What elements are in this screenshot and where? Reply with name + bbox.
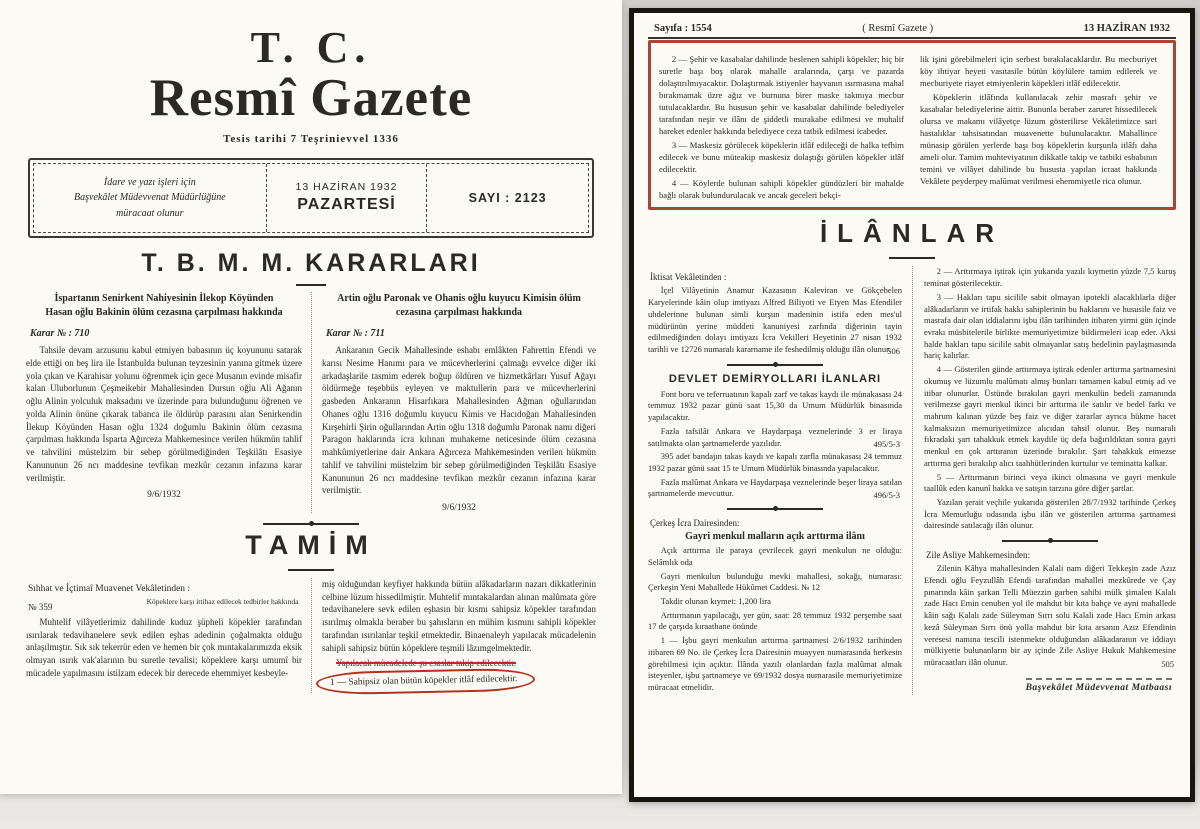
decisions-columns: [26, 292, 596, 513]
divider-ornament: [1002, 537, 1098, 544]
auction-condition: 2 — Arttırmaya iştirak için yukarıda yazılı kıymetin yüzde 7,5 kuruş teminat gösterilecektir.: [924, 266, 1176, 289]
announcements-left-column: [648, 266, 912, 694]
auction-paragraph: Takdir olunan kıymet: 1,200 lira: [660, 596, 771, 607]
auction-condition: 3 — Hakları tapu sicilile sabit olmayan ipotekli alacaklılarla diğer alâkadarların ve irtifak hakkı sahiplerinin bu haklarını ve hususile faiz ve masrafa dair olan iddialarını işbu ilân tarihinden itibaren yirmi gün içinde evrakı müsbitelerile birlikte memuriyetimize bildirmeleri icap eder. Aksi halde hakları tapu sicilile sabit olmayanlar satış bedelinin paylaşmasında hariç kalırlar.: [924, 291, 1176, 361]
announcements-columns: [648, 266, 1176, 694]
railways-p4: Fazla malûmat Ankara ve Haydarpaşa veznelerinde beşer liraya satılan şartnamelerde mevcuttur.: [648, 476, 902, 499]
divider-ornament: [727, 505, 823, 512]
redbox-left-column: [659, 53, 912, 201]
railways-p2: Fazla tafsilât Ankara ve Haydarpaşa veznelerinde 3 er liraya satılmakta olan şartnamelerde yazılıdır.: [648, 425, 902, 448]
issue-info-box-inner: [33, 163, 589, 233]
masthead-tagline: Tesis tarihi 7 Teşrinievvel 1336: [223, 132, 399, 145]
zile-notice: [924, 563, 1176, 668]
decision-711-column: [311, 292, 596, 513]
circled-decree-line: 1 — Sahipsiz olan bütün köpekler itlâf edilecektir.: [316, 668, 536, 696]
railways-section-title: DEVLET DEMİRYOLLARI İLANLARI: [668, 372, 882, 385]
divider-ornament: [288, 566, 334, 573]
issue-number: SAYI : 2123: [468, 190, 547, 205]
redbox-columns: [659, 53, 1165, 201]
tamim-body-left: Muhtelif vilâyetlerimiz dahilinde kuduz şüpheli köpekler tarafından ısırılarak tedavihanelere sevk edilen eşhas adedinin çoğalmakta olduğu anlaşılmıştır. Sık sık tekerrür eden ve hemen bir çok mıntakalarımızda eksik olmıyan ısırık vak'alarının bu suretle tevalisi; köpeklere karşı umumî bir mücadele yapılmasını istilzam edecek bir derecede ehemmiyet kesbeyle-: [26, 616, 302, 678]
admin-line: Başvekâlet Müdevvenat Müdürlüğüne: [74, 192, 226, 204]
iktisat-issuer: İktisat Vekâletinden :: [650, 272, 727, 283]
railways-notice-1: [648, 389, 902, 424]
red-circle-annotation: [322, 670, 596, 693]
auction-condition: 5 — Arttırmanın birinci veya ikinci olmasına ve gayri menkule taallûk eden kanunî hakka ve satışın tarzına göre diğer şartlar.: [924, 471, 1176, 494]
auction-paragraph: Gayri menkulun bulunduğu mevki mahallesi, sokağı, numarası: Çerkeşin Yeni Mahallede Hükûmet Caddesi. № 12: [648, 570, 902, 593]
tamim-number: № 359: [28, 601, 53, 612]
admin-line: müracaat olunur: [116, 207, 184, 219]
notice-ref-number: 506: [887, 345, 900, 356]
left-page: [0, 0, 622, 794]
railways-notice-2-ref: [648, 477, 902, 500]
masthead-title: Resmî Gazete: [149, 68, 473, 127]
zile-body: Zilenin Kâhya mahallesinden Kalali nam diğeri Tekkeşin zade Azız Efendi oğlu Feyzullâh Efendi tarafından mahallei mezkûrede ve Çay pınarında kâin şarkan Telli Müezzin garben sahibi mülk şimalen Kalalı zade Hacı Emin cenuben yol ile mahdut bir kıta bahçe ve ayni mahallede kâin sağı Kalalı zade Süleyman Sırrı solu Kalali zade Hacı Emin arkası kezâ Süleyman Sırrı önü yolla mahdut bir kıta arsanın Azız Efendinin veresesi namına tescili istenmekte olduğundan alâkadaranın ve iddiayı mülkiyette bulunanların bir ay içinde Zile Asliye Hukuk Mahkemesine müracaatları ilân olunur.: [924, 563, 1176, 667]
tamim-item-4-continued: lik işini görebilmeleri için serbest bırakılacaklardır. Bu mecburiyet köy ihtiyar heyeti vasıtasile bütün köylülere tamim edilerek ve mecburiyete riayet etmiyenlerin köpekleri itlâf edilecektir.: [920, 54, 1157, 89]
decision-710-column: [26, 292, 311, 513]
railways-notice-1-ref: [648, 426, 902, 449]
zile-issuer: Zile Asliye Mahkemesinden:: [926, 550, 1030, 561]
announcements-right-column: [912, 266, 1176, 694]
header-center-title: ( Resmî Gazete ): [862, 23, 934, 34]
issue-info-box: [28, 158, 594, 238]
header-date: 13 HAZİRAN 1932: [1083, 23, 1170, 34]
divider-ornament: [263, 520, 359, 527]
tamim-body-right: miş olduğundan keyfiyet hakkında bütün alâkadarların nazarı dikkatlerinin celbine lüzum hissedilmiştir. Muhtelif mıntakalardan alınan malûmata göre tedavihanelere sevk edilen eşhasın bir kısmı sahipsiz köpekler tarafından ısırılmış olmakla beraber bu şahısların en mühim kısmını sahipli köpekler tarafından ısırılanlar teşkil etmektedir. Binaenaleyh yapılacak mücadelenin sahipli sahipsiz bütün köpeklere teşmili lâzımgelmektedir.: [322, 578, 596, 653]
auction-condition: 4 — Gösterilen günde arttırmaya iştirak edenler arttırma şartnamesini okumuş ve lüzumlu malûmatı almış bunları tamamen kabul etmiş ad ve itibar olunurlar. Üstünde bırakılan gayri menkulün bedeli zamanında verilmezse gayri menkul ikinci bir arttırma ile satılır ve bedel farkı ve mahrum kalınan yüzde beş faiz ve diğer zararlar ayrıca hükme hacet kalmaksızın memuriyetimizce alıcıdan tahsil olunur. Beş numaralı fıkradaki şart tahakkuk etmek kaydile üç defa bağırıldıktan sonra gayri menkul en çok arttıranın üzerinde bırakılır. Şart tahakkuk etmezse arttırma geri bırakılıp alıcı taahhütlerinden kurtulur ve teminatta kalkar.: [924, 364, 1176, 468]
auction-closing: Yazılan şerait veçhile yukarıda gösterilen 28/7/1932 tarihinde Çerkeş İcra Memurluğu odasında işbu ilân ve gösterilen arttırma şartnamesi dairesinde satılacağı ilân olunur.: [924, 497, 1176, 531]
right-page: [629, 8, 1195, 802]
tamim-columns: [26, 578, 596, 694]
tamim-item-3: 3 — Maskesiz görülecek köpeklerin itlâf edileceği de halka tefhim edilecek ve bunu müteakip maskesiz dolaştığı görülen köpekler itlâf edilecektir.: [659, 140, 904, 175]
masthead: [26, 23, 596, 145]
railways-p3: 395 adet bandajın takas kaydı ve kapalı zarfla münakasası 24 temmuz 1932 pazar günü saat 15 te Umum Müdürlük binasında yapılacaktır.: [648, 451, 902, 473]
railways-p1: Font boru ve teferruatının kapalı zarf ve takas kaydı ile münakasası 24 temmuz 1932 pazar günü saat 15,30 da Umum Müdürlük binasında yapılacaktır.: [648, 388, 902, 423]
divider-ornament: [296, 281, 326, 288]
auction-paragraph: Açık arttırma ile paraya çevrilecek gayri menkulun ne olduğu: Selâmlık oda: [648, 545, 902, 567]
decision-711-date: 9/6/1932: [442, 503, 476, 514]
tamim-left-column: [26, 578, 311, 694]
auction-paragraph: 1 — İşbu gayri menkulun arttırma şartnamesi 2/6/1932 tarihinden itibaren 69 No. ile Çerkeş İcra Dairesinin muayyen numarasında herkesin görebilmesi için açıktır. İlânda yazılı olanlardan fazla malûmat almak isteyenler, işbu şartnameye ve 69/1932 dosya numarasile memuriyetimize müracaat etmelidir.: [648, 635, 902, 693]
decision-710-heading: İspartanın Senirkent Nahiyesinin İlekop Köyünden Hasan oğlu Bakinin ölüm cezasına çarpılması hakkında: [45, 292, 283, 318]
tamim-number-row: [28, 597, 302, 612]
admin-line: İdare ve yazı işleri için: [103, 176, 196, 188]
printing-house-imprint: Başvekâlet Müdevvenat Matbaası: [1026, 678, 1172, 693]
issue-number-cell: [427, 164, 588, 232]
masthead-tc: T. C.: [250, 23, 372, 72]
cerkes-issuer: Çerkeş İcra Dairesinden:: [650, 518, 740, 529]
divider-ornament: [889, 254, 935, 261]
tamim-item-4: 4 — Köylerde bulunan sahipli köpekler gündüzleri bir mahalde bağlı olarak bulundurulacak ve ancak geceleri bekçi-: [659, 178, 904, 201]
admin-contact-cell: [34, 164, 267, 232]
iktisat-notice: [648, 285, 902, 355]
decision-710-date: 9/6/1932: [147, 490, 181, 501]
section-title-ilanlar: İLÂNLAR: [819, 218, 1005, 249]
imprint-row: [924, 677, 1172, 695]
notice-ref-number: 495/5-3: [873, 439, 900, 450]
tamim-right-column: [311, 578, 596, 694]
redbox-right-column: [912, 53, 1165, 201]
auction-notice-title: Gayri menkul malların açık arttırma ilânı: [685, 531, 865, 543]
railways-notice-2: [648, 451, 902, 474]
iktisat-body: İçel Vilâyetinin Anamur Kazasının Kaleviran ve Gökçebelen Karyelerinde kâin olup imtiyazı Alfred Biliyoti ve Etyen Mas Efendiler uhdelerinne bulunan simli kurşun madeninin istifa eden mes'ul müdürünün yerine müddeti kanuniyesi zarfında diğerinin tayin edilmediğinden dolayı imtiyazı İcra Vekilleri Heyetinin 27 nisan 1932 tarihli ve 12726 numaralı kararname ile feshedilmiş olduğu ilân olunur.: [648, 285, 902, 354]
issue-day: PAZARTESİ: [297, 196, 396, 214]
divider-ornament: [727, 361, 823, 368]
tamim-closing-paragraph: Köpeklerin itlâfında kullanılacak zehir masrafı şehir ve kasabalar belediyelerine aittir. Bununla beraber zaruret hissedilecek olursa ve makamı vilâyetçe lüzum gösterilirse Vekâletimizce sari hastalıklar tahsisatından muavenette bulunulacaktır. Mahallince münasip görülen yerlerde başı boş köpeklerin kurşunla itlâfı daha ameli olur. Tamim muhteviyatının dikkatle takip ve tatbiki esbabının temini ve vilâyet dahilinde bu hususta yapılan icraat hakkında Vekâlete peyderpey malûmat verilmesi ehemmiyetle rica olunur.: [920, 92, 1157, 187]
decision-710-body: Tahsile devam arzusunu kabul etmiyen babasının üç koyununu satarak elde ettiği on beş lira ile İstanbulda bulunan teyzesinin yanına gitmek üzere yola çıkan ve Karahisar yolunu öğrenmek için gece Musanın evinde misafir kalan Uluborlunun Çeşmeikebir Mahallesinden Dursun oğlu Ali Ağanın oğlu Alinin yolculuk maksadını ve üzerinde para bulunduğunu öğrenen ve yolda Alinin önüne çıkarak tabanca ile öldürüp parasını alan Senirkendin İlekup Köyünden Hasan oğlu 1324 doğumlu Bakinin ölüm cezasına çarpılması hakkında İsparta Ağırceza Mahkemesince verilen hükmün tahlif ve tahvilini müstelzim bir sebep görülmediğinden Teşkilâtı Esasiye Kanununun 26 ncı maddesine tevfikan mezkûr cezanın infazına karar verilmiştir.: [26, 344, 302, 483]
decision-711-number: Karar № : 711: [326, 327, 385, 339]
decision-710-number: Karar № : 710: [30, 327, 90, 339]
tamim-subject: Köpeklere karşı ittihaz edilecek tedbirler hakkında: [146, 596, 299, 606]
section-title-tamim: TAMİM: [245, 530, 377, 561]
tamim-item-2: 2 — Şehir ve kasabalar dahilinde beslenen sahipli köpekler; hiç bir suretle başı boş olarak mahalle aralarında, çarşı ve pazarda dolaştırılmıyacaktır. Dolaştırmak istiyenler hayvanın ısırmasına mahal bırakmamak üzre ağız ve burnuna birer maske takmıya mecbur tutulacaklardır. Bu hususun şehir ve kasabalar dahilinde belediyeler tarafından neşir ve ilânı de şiddetli murakabe edilmesi ve muhalif hareket edenler hakkında belediyece ceza tatbik edilmesi icabeder.: [659, 54, 904, 137]
section-title-tbmm: T. B. M. M. KARARLARI: [141, 248, 481, 277]
red-highlight-box: [648, 40, 1176, 210]
red-struck-line: Yapılacak mücadelede şu esaslar takip edilecektir.: [336, 658, 517, 669]
decision-711-body: Ankaranın Gecik Mahallesinde eshabı emlâkten Fahrettin Efendi ve karısı Nesime Hanımı para ve mücevherlerini çalmağı evvelce diğer iki arkadaşlarile tasmim ederek boğup öldüren ve hizmetkârları Yusuf Ağayı öldürmeğe teşebbüs eyleyen ve maktullerin para ve mücevherlerini gasbeden Ankaranın Hisarfıkara Mahallesinden Ağman oğullarından Ohanes oğlu 1316 doğumlu kuyucu Kimis ve Hacıdoğan Mahallesinden Kırşehirli Şirin oğullarından Artin oğlu 1318 doğumlu Paronak namı diğeri Paragon haklarında icra kılınan muhakeme neticesinde ölüm cezasına mahkûmiyetlerine dair Ankara Ağırceza Mahkemesinden verilen hükmün tahlif ve tahvilini müstelzim bir sebep görülmediğinden Teşkilâtı Esasiye Kanununun 26 ncı maddesine tevfikan mezkûr cezanın infazına karar verilmiştir.: [322, 344, 596, 496]
page-header: [648, 21, 1176, 39]
issue-date: 13 HAZİRAN 1932: [295, 181, 398, 194]
tamim-issuer: Sıhhat ve İçtimaî Muavenet Vekâletinden :: [28, 583, 191, 594]
decision-711-heading: Artin oğlu Paronak ve Ohanis oğlu kuyucu Kimisin ölüm cezasına çarpılması hakkında: [337, 292, 581, 318]
notice-ref-number: 496/5-3: [873, 490, 900, 501]
auction-paragraph: Arttırmanın yapılacağı, yer gün, saat: 28 temmuz 1932 perşembe saat 17 de çarşıda kıraathane önünde: [648, 609, 902, 632]
page-number: Sayıfa : 1554: [654, 23, 712, 34]
notice-ref-number: 505: [1161, 658, 1174, 669]
issue-date-cell: [267, 164, 428, 232]
